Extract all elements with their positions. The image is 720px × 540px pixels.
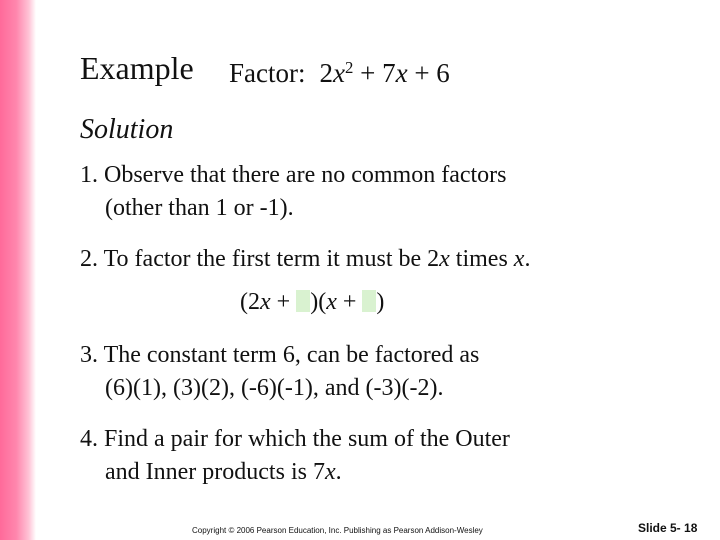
step-2-mid: times [449,246,514,272]
step-3-line-2: (6)(1), (3)(2), (-6)(-1), and (-3)(-2). [105,375,444,401]
step-4-end: . [335,459,342,485]
step-4 [80,423,510,489]
expr-exponent: 2 [344,58,354,77]
factored-open-1: (2 [240,289,260,315]
expr-variable: x [332,58,345,88]
example-label: Example [80,50,194,86]
slide-number: Slide 5- 18 [638,521,698,535]
step-2-text: 2. To factor the first term it must be 2 [80,246,440,272]
factored-close: ) [376,289,385,315]
factor-expression [229,58,450,89]
step-3-line-1: 3. The constant term 6, can be factored as [80,342,480,368]
factored-middle-parens: )( [310,289,327,315]
expr-coefficient: 2 [319,58,333,88]
factored-var-1: x [260,289,271,315]
step-3 [80,339,479,405]
step-2-var-1: x [439,246,450,272]
factored-var-2: x [326,289,337,315]
step-2-end: . [524,246,531,272]
blank-box-1 [296,290,310,312]
factored-plus-1: + [270,289,297,315]
step-2 [80,243,530,276]
blank-box-2 [362,290,376,312]
factored-form [240,286,384,319]
step-4-line-1: 4. Find a pair for which the sum of the Outer [80,426,510,452]
expr-variable-2: x [395,58,408,88]
step-2-var-2: x [513,246,525,272]
solution-label: Solution [80,114,174,145]
step-1-line-1: 1. Observe that there are no common factors [80,162,507,188]
factor-label: Factor: [229,58,306,88]
step-1 [80,159,507,225]
step-1-line-2: (other than 1 or -1). [105,195,294,221]
factored-plus-2: + [336,289,363,315]
step-4-line-2 [80,456,510,489]
step-4-var: x [324,459,336,485]
copyright-footer: Copyright © 2006 Pearson Education, Inc. Publishing as Pearson Addison-Wesley [192,526,483,535]
expr-constant-term: + 6 [414,58,450,88]
expr-middle-term: + 7 [360,58,396,88]
step-4-line-2-text: and Inner products is 7 [105,459,325,485]
